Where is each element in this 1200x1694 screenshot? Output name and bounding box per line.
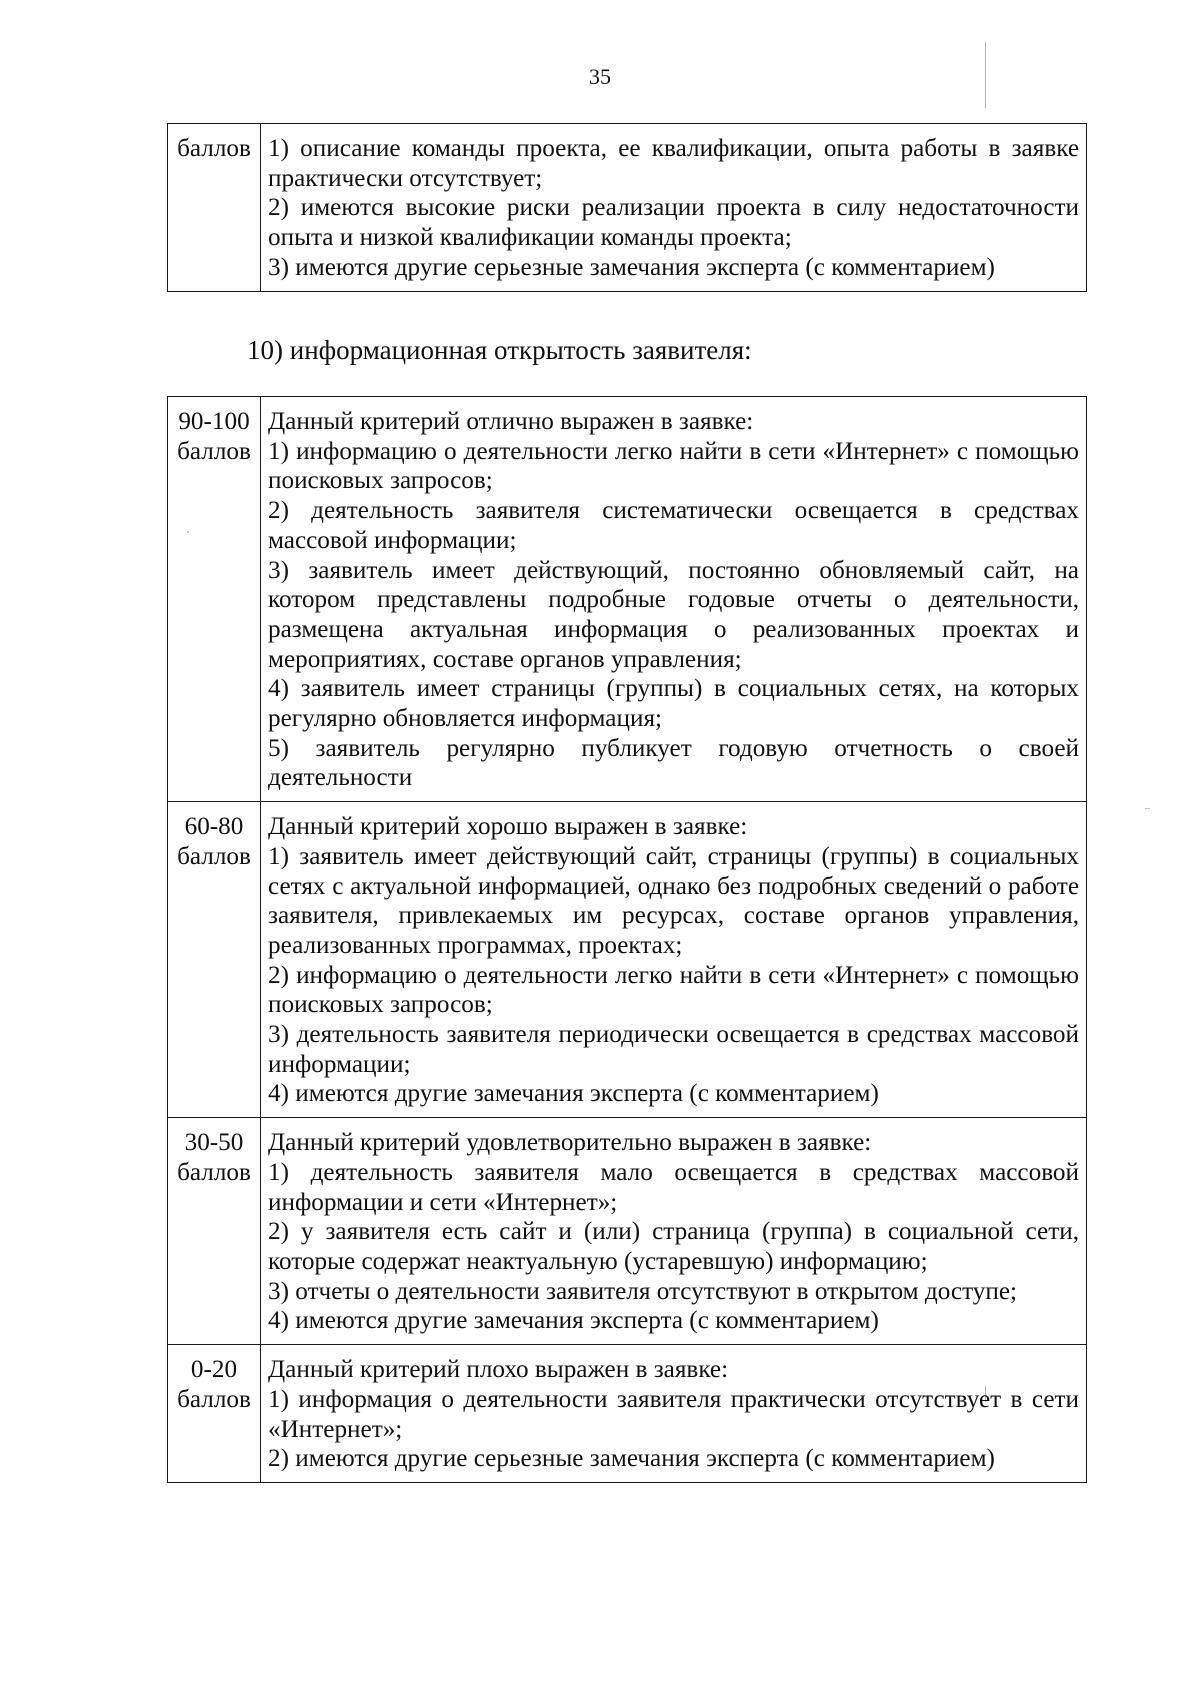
criterion-lead: Данный критерий удовлетворительно выражен в заявке: bbox=[268, 1129, 872, 1157]
criterion-item: 2) имеются другие серьезные замечания эксперта (с комментарием) bbox=[268, 1445, 995, 1473]
criterion-lead: Данный критерий отлично выражен в заявке: bbox=[268, 408, 754, 435]
score-cell bbox=[168, 1345, 261, 1483]
criterion-table-continued bbox=[167, 123, 1087, 292]
criterion-item: 4) имеются другие замечания эксперта (с комментарием) bbox=[268, 1080, 879, 1108]
criterion-item: 1) заявитель имеет действующий сайт, страницы (группы) в социальных сетях с актуальной информацией, однако без подробных сведений о работе заявителя, привлекаемых им ресурсах, составе органов управления, реализованных программах, проектах; bbox=[268, 842, 1079, 959]
criterion-item: 2) деятельность заявителя систематически освещается в средствах массовой информации; bbox=[268, 497, 1079, 554]
criterion-item: 1) описание команды проекта, ее квалификации, опыта работы в заявке практически отсутствует; bbox=[268, 135, 1079, 192]
criterion-item: 2) у заявителя есть сайт и (или) страница (группа) в социальной сети, которые содержат неактуальную (устаревшую) информацию; bbox=[268, 1218, 1079, 1275]
table-row bbox=[168, 802, 1087, 1118]
score-range: 30-50 bbox=[184, 1129, 244, 1157]
table-row bbox=[168, 124, 1087, 292]
criterion-item: 4) имеются другие замечания эксперта (с комментарием) bbox=[268, 1307, 879, 1335]
score-unit: баллов bbox=[177, 1385, 251, 1413]
score-unit: баллов bbox=[177, 135, 251, 162]
criterion-item: 1) деятельность заявителя мало освещается в средствах массовой информации и сети «Интернет»; bbox=[268, 1158, 1079, 1216]
scan-artifact-dot bbox=[1145, 808, 1150, 809]
criterion-lead: Данный критерий хорошо выражен в заявке: bbox=[268, 813, 748, 841]
scan-artifact-line bbox=[985, 42, 986, 108]
score-cell bbox=[168, 397, 261, 802]
table-row bbox=[168, 397, 1087, 802]
criterion-item: 1) информацию о деятельности легко найти в сети «Интернет» с помощью поисковых запросов; bbox=[268, 437, 1079, 495]
criterion-description-cell bbox=[261, 1345, 1087, 1483]
table-row bbox=[168, 1118, 1087, 1345]
criterion-item: 5) заявитель регулярно публикует годовую отчетность о своей деятельности bbox=[268, 734, 1079, 792]
criterion-item: 2) имеются высокие риски реализации проекта в силу недостаточности опыта и низкой квалификации команды проекта; bbox=[268, 194, 1079, 252]
criterion-item: 3) заявитель имеет действующий, постоянно обновляемый сайт, на котором представлены подробные годовые отчеты о деятельности, размещена актуальная информация о реализованных проектах и мероприятиях, составе органов управления; bbox=[268, 556, 1079, 673]
score-unit: баллов bbox=[177, 1158, 251, 1186]
table-row bbox=[168, 1345, 1087, 1483]
criterion-item: 1) информация о деятельности заявителя практически отсутствует в сети «Интернет»; bbox=[268, 1385, 1079, 1443]
score-range: 60-80 bbox=[184, 813, 244, 841]
criterion-item: 4) заявитель имеет страницы (группы) в социальных сетях, на которых регулярно обновляется информация; bbox=[268, 675, 1079, 733]
criterion-description-cell bbox=[261, 397, 1087, 802]
criterion-item: 3) деятельность заявителя периодически освещается в средствах массовой информации; bbox=[268, 1021, 1079, 1078]
score-cell bbox=[168, 802, 261, 1118]
score-range: 0-20 bbox=[190, 1356, 238, 1384]
score-cell bbox=[168, 1118, 261, 1345]
score-unit: баллов bbox=[177, 842, 251, 870]
score-cell bbox=[168, 124, 261, 292]
score-unit: баллов bbox=[177, 437, 251, 465]
score-range: 90-100 bbox=[178, 408, 250, 435]
criterion-description-cell bbox=[261, 802, 1087, 1118]
criterion-item: 3) отчеты о деятельности заявителя отсутствуют в открытом доступе; bbox=[268, 1277, 1018, 1305]
page-number: 35 bbox=[589, 64, 611, 89]
criterion-item: 3) имеются другие серьезные замечания эксперта (с комментарием) bbox=[268, 253, 995, 281]
criterion-item: 2) информацию о деятельности легко найти в сети «Интернет» с помощью поисковых запросов; bbox=[268, 961, 1079, 1019]
section-heading: 10) информационная открытость заявителя: bbox=[247, 335, 752, 365]
criterion-description-cell bbox=[261, 1118, 1087, 1345]
criterion-description-cell bbox=[261, 124, 1087, 292]
criterion-lead: Данный критерий плохо выражен в заявке: bbox=[268, 1356, 729, 1384]
criterion-table bbox=[167, 396, 1087, 1483]
